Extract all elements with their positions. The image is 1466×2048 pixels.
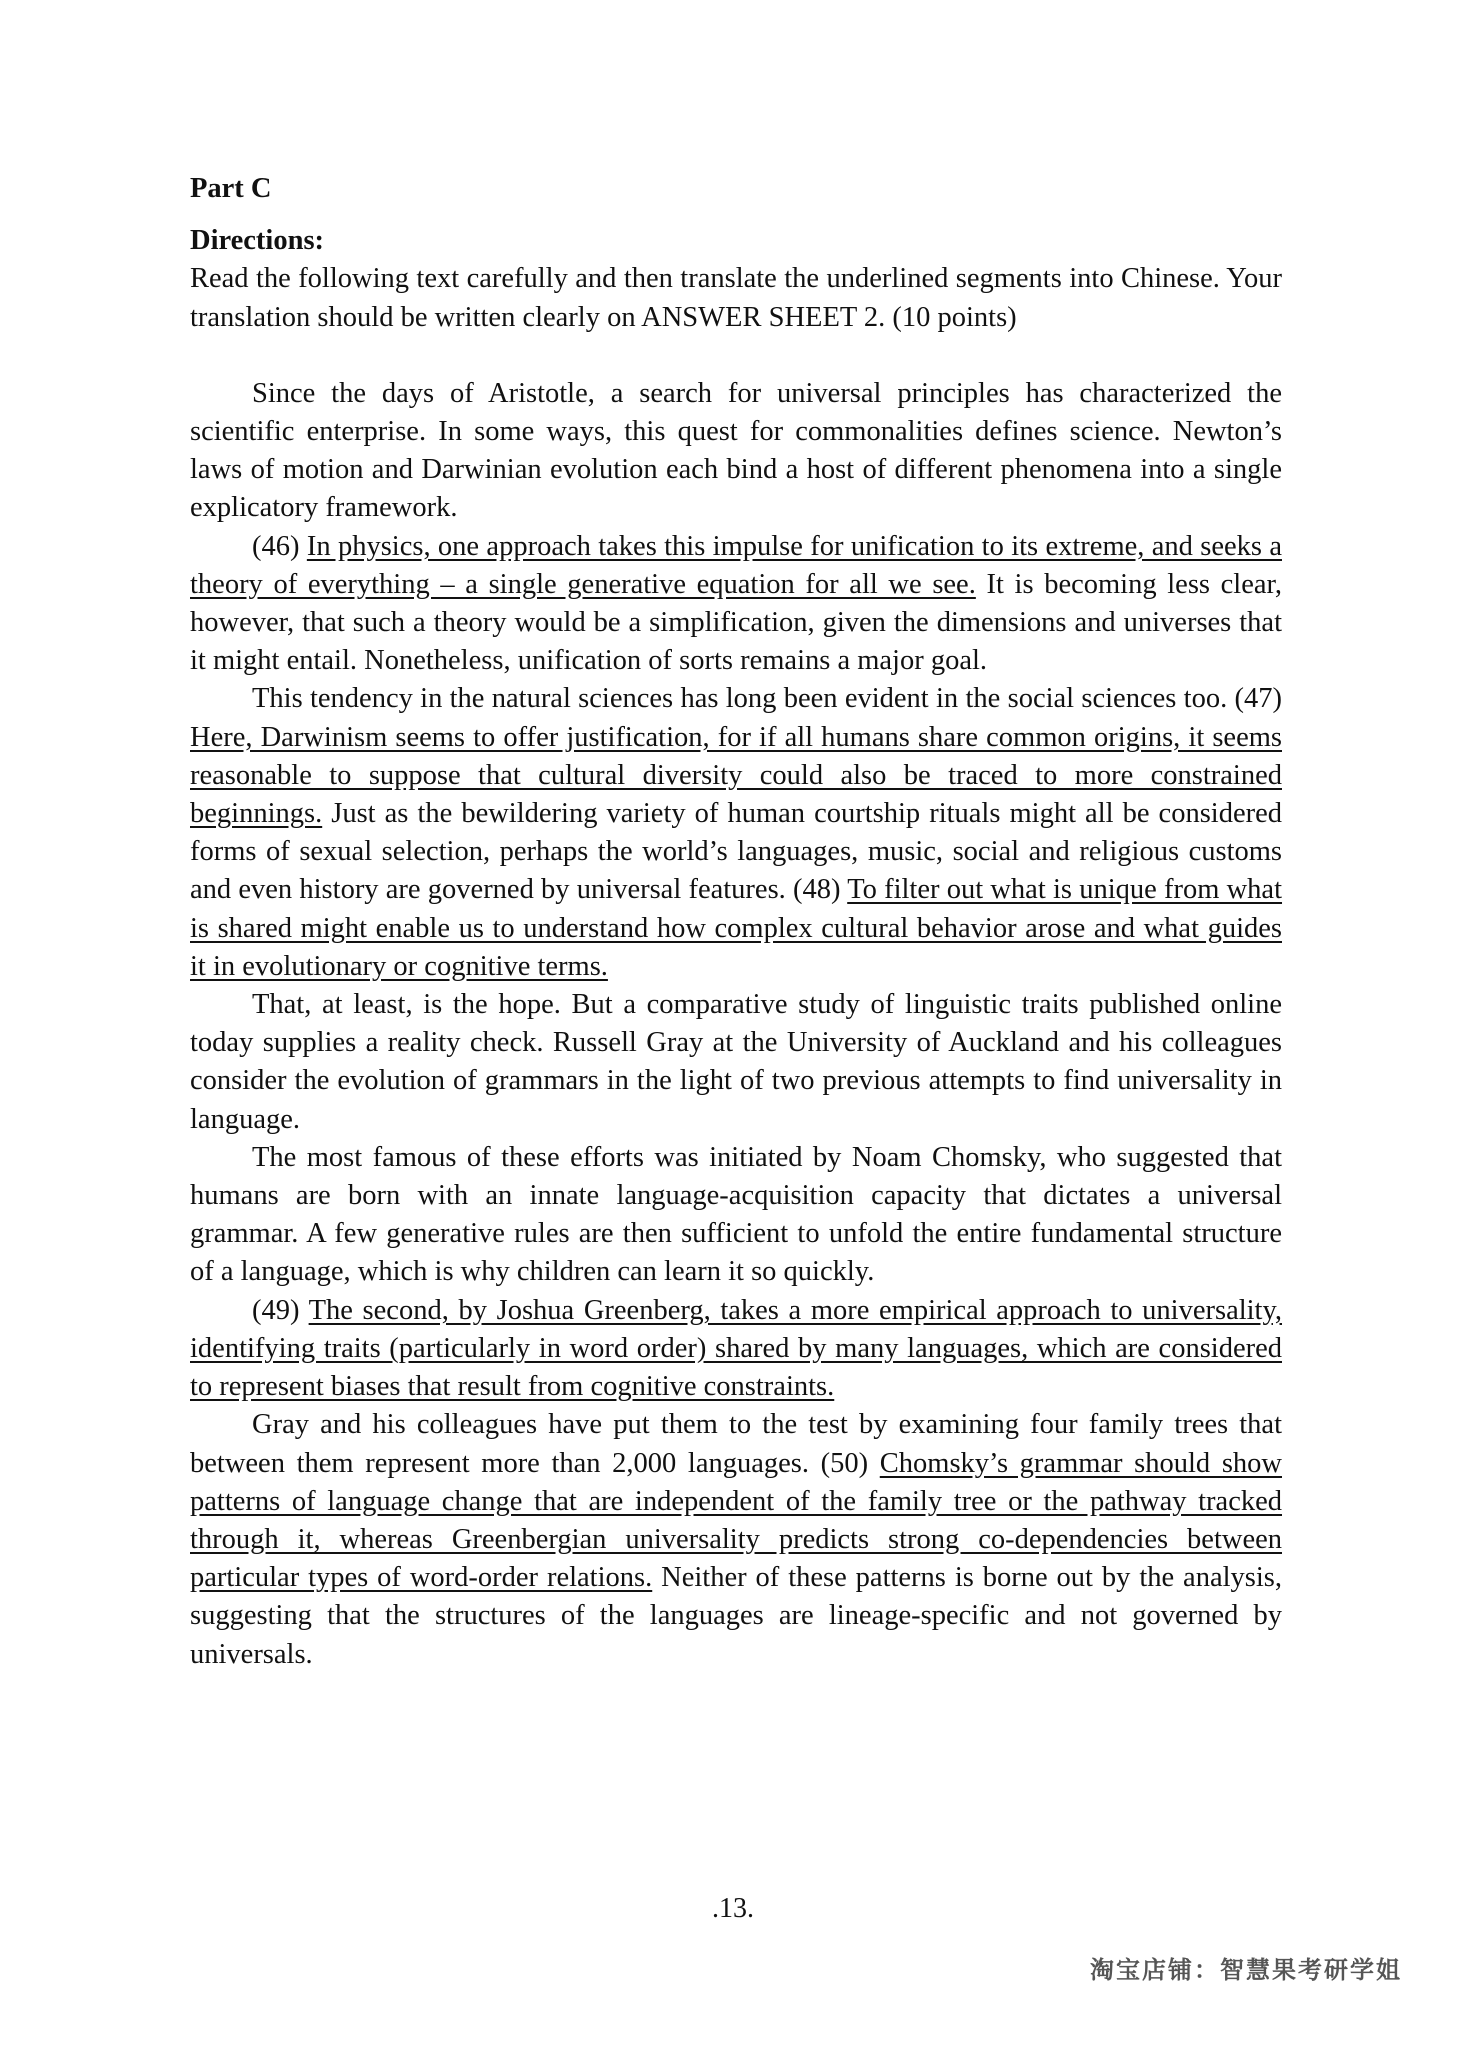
paragraph-48-lead: Just as the bewildering variety of human courtship rituals might all be considered forms of sexual selection, perhaps the world’s languages, music, social and religious customs and even history are governed by universal features. (48) [190,798,1282,906]
underlined-segment-49: The second, by Joshua Greenberg, takes a more empirical approach to universality, identifying traits (particularly in word order) shared by many languages, which are considered to represent biases that result from cognitive constraints. [190,1294,1282,1403]
paragraph-1: Since the days of Aristotle, a search for universal principles has characterized the scientific enterprise. In some ways, this quest for commonalities defines science. Newton’s laws of motion and Darwinian evolution each bind a host of different phenomena into a single explicatory framework. [190,377,1282,524]
paragraph-50-lead: Gray and his colleagues have put them to the test by examining four family trees that between them represent more than 2,000 languages. (50) [190,1409,1282,1479]
underlined-segment-50: Chomsky’s grammar should show patterns of language change that are independent of the family tree or the pathway tracked through it, whereas Greenbergian universality predicts strong co-dependencies between particular types of word-order relations. [190,1447,1282,1594]
page-number: .13. [712,1893,754,1924]
paragraph-47-lead: This tendency in the natural sciences has long been evident in the social sciences too. (47) [252,683,1282,715]
directions-heading: Directions: [190,225,325,257]
paragraph-46 [190,528,1282,681]
question-number-49: (49) [252,1294,309,1326]
shop-watermark: 淘宝店铺：智慧果考研学姐 [1090,1956,1402,1984]
paragraph-5: The most famous of these efforts was initiated by Noam Chomsky, who suggested that humans are born with an innate language-acquisition capacity that dictates a universal grammar. A few generative rules are then sufficient to unfold the entire fundamental structure of a language, which is why children can learn it so quickly. [190,1141,1282,1288]
paragraph-46-rest: It is becoming less clear, however, that such a theory would be a simplification, given the dimensions and universes that it might entail. Nonetheless, unification of sorts remains a major goal. [190,568,1282,677]
part-title: Part C [190,173,272,204]
directions-text: Read the following text carefully and then translate the underlined segments into Chinese. Your translation should be written clearly on ANSWER SHEET 2. (10 points) [190,263,1282,333]
question-number-46: (46) [252,530,307,562]
page-content [190,170,1282,1674]
paragraph-50-rest: Neither of these patterns is borne out by the analysis, suggesting that the structures of the languages are lineage-specific and not governed by universals. [190,1562,1282,1670]
underlined-segment-48: To filter out what is unique from what is shared might enable us to understand how complex cultural behavior arose and what guides it in evolutionary or cognitive terms. [190,874,1283,982]
paragraph-4: That, at least, is the hope. But a comparative study of linguistic traits published online today supplies a reality check. Russell Gray at the University of Auckland and his colleagues consider the evolution of grammars in the light of two previous attempts to find universality in language. [190,989,1282,1135]
underlined-segment-46: In physics, one approach takes this impulse for unification to its extreme, and seeks a theory of everything – a single generative equation for all we see. [190,530,1282,600]
underlined-segment-47: Here, Darwinism seems to offer justification, for if all humans share common origins, it seems reasonable to suppose that cultural diversity could also be traced to more constrained beginnings. [190,721,1282,830]
paragraph-47-48 [190,680,1282,986]
paragraph-50 [190,1406,1282,1673]
paragraph-49 [190,1292,1282,1407]
